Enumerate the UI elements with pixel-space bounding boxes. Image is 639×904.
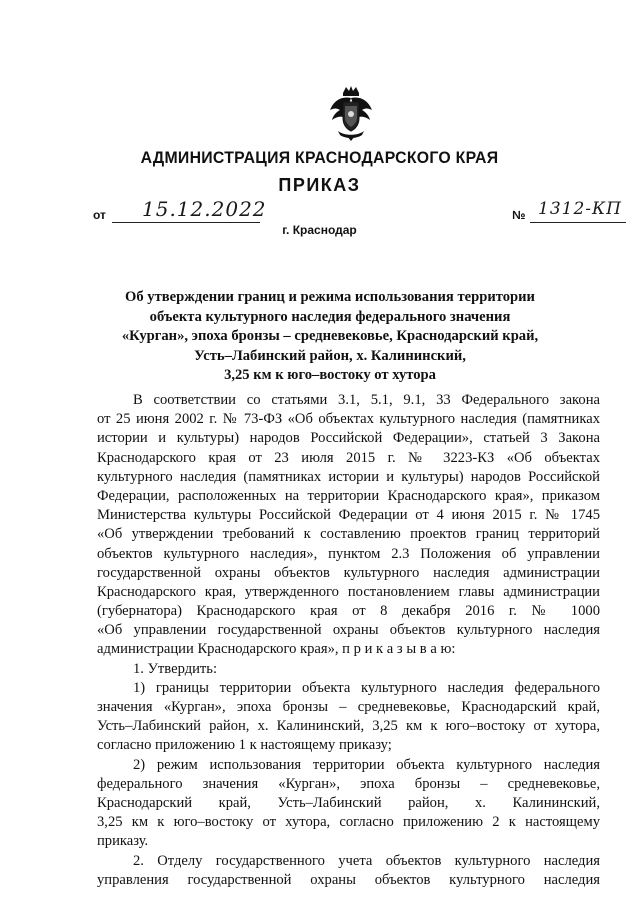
body-line: (губернатора) Краснодарского края от 8 декабря 2016 г. № 1000 xyxy=(97,603,600,620)
title-line: 3,25 км к юго–востоку от хутора xyxy=(224,367,436,383)
body-line: значения «Курган», эпоха бронзы – средневековье, Краснодарский край, xyxy=(97,699,600,715)
document-title xyxy=(60,288,600,386)
title-line: Усть–Лабинский район, х. Калининский, xyxy=(194,347,466,364)
body-line: 2) режим использования территории объекта культурного наследия xyxy=(133,756,600,773)
body-line: Краснодарского края от 23 июля 2015 г. № 3223-КЗ «Об объектах xyxy=(97,449,600,466)
body-line: культурного наследия (памятниках истории и культуры) народов Российской xyxy=(97,468,600,485)
document-kind: ПРИКАЗ xyxy=(278,175,361,195)
body-line: приказу. xyxy=(97,833,149,850)
body-line: федерального значения «Курган», эпоха бронзы – средневековье, xyxy=(97,775,600,792)
body-line: управления государственной охраны объектов культурного наследия xyxy=(97,871,600,888)
body-line: 2. Отделу государственного учета объектов культурного наследия xyxy=(133,852,600,869)
body-line: 1) границы территории объекта культурного наследия федерального xyxy=(133,679,600,696)
body-line: В соответствии со статьями 3.1, 5.1, 9.1, 33 Федерального закона xyxy=(133,392,600,408)
body-line: Краснодарский край, Усть–Лабинский район, х. Калининский, xyxy=(97,794,600,811)
title-line: Об утверждении границ и режима использования территории xyxy=(125,289,535,305)
body-line: объектов культурного наследия», пунктом 2.3 Положения об управлении xyxy=(97,545,600,562)
number-handwritten: 1312-КП xyxy=(538,199,622,219)
body-line: «Об управлении государственной охраны объектов культурного наследия xyxy=(97,622,600,639)
body-line: Краснодарского края, утвержденного постановлением главы администрации xyxy=(97,583,600,600)
body-line: государственной охраны объектов культурного наследия администрации xyxy=(97,564,600,581)
city-label: г. Краснодар xyxy=(282,223,357,237)
body-line: «Об утверждении требований к составлению проектов границ территорий xyxy=(97,526,600,543)
number-prefix: № xyxy=(512,208,526,222)
body-line: Усть–Лабинский район, х. Калининский, 3,25 км к юго–востоку от хутора, xyxy=(97,718,600,735)
body-line: Министерства культуры Российской Федерации от 4 июня 2015 г. № 1745 xyxy=(97,507,600,524)
body-line: от 25 июня 2002 г. № 73-ФЗ «Об объектах культурного наследия (памятниках xyxy=(97,411,600,428)
organization-name: АДМИНИСТРАЦИЯ КРАСНОДАРСКОГО КРАЯ xyxy=(140,148,499,167)
body-line: 1. Утвердить: xyxy=(133,660,218,677)
coat-of-arms-icon xyxy=(328,84,374,142)
body-line: истории и культуры) народов Российской Федерации», статьей 3 Закона xyxy=(97,430,600,447)
title-line: «Курган», эпоха бронзы – средневековье, Краснодарский край, xyxy=(121,328,539,344)
body-line: администрации Краснодарского края», п р и к а з ы в а ю: xyxy=(97,641,456,658)
title-line: объекта культурного наследия федерального значения xyxy=(149,308,511,325)
body-line: 3,25 км к юго–востоку от хутора, согласно приложению 2 к настоящему xyxy=(97,814,600,831)
date-handwritten: 15.12.2022 xyxy=(142,197,267,221)
document-body xyxy=(97,391,600,890)
body-line: Федерации, расположенных на территории Краснодарского края», приказом xyxy=(97,487,600,504)
body-line: согласно приложению 1 к настоящему приказу; xyxy=(97,737,392,754)
date-prefix: от xyxy=(93,208,106,222)
